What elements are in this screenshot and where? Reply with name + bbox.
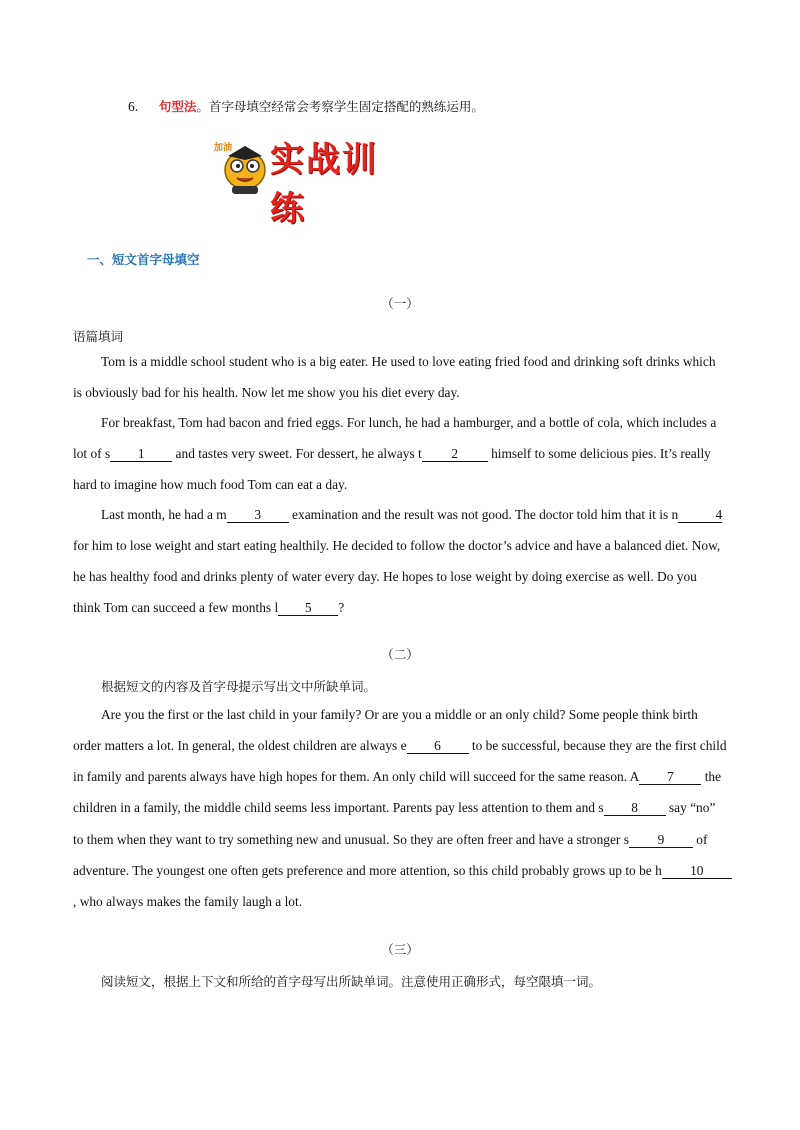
text-segment: ?: [338, 600, 345, 615]
text-segment: himself to some delicious pies. It’s really: [487, 446, 711, 461]
text-segment: to be successful, because they are the first child: [468, 738, 727, 753]
blank-7[interactable]: 7: [639, 770, 701, 785]
part-label-2: （二）: [381, 647, 419, 662]
text-segment: and tastes very sweet. For dessert, he always t: [172, 446, 422, 461]
p2-line-3: [73, 769, 721, 785]
section-heading: 一、短文首字母填空: [87, 252, 200, 267]
p2-line-6: [73, 863, 732, 879]
banner-title: 实战训练: [270, 140, 378, 229]
p2-line-4: [73, 800, 715, 816]
p1-line-7: for him to lose weight and start eating healthily. He decided to follow the doctor’s advice and have a balanced diet. Now,: [73, 538, 721, 553]
p1-line-8: he has healthy food and drinks plenty of water every day. He hopes to lose weight by doing exercise as well. Do you: [73, 569, 697, 584]
blank-9[interactable]: 9: [629, 833, 693, 848]
text-segment: examination and the result was not good. The doctor told him that it is n: [288, 507, 679, 522]
blank-3[interactable]: 3: [227, 508, 289, 523]
text-segment: to them when they want to try something new and unusual. So they are often freer and have a stronger s: [73, 832, 629, 847]
text-segment: say “no”: [665, 800, 716, 815]
blank-4[interactable]: 4: [678, 508, 722, 523]
text-segment: adventure. The youngest one often gets preference and more attention, so this child probably grows up to be h: [73, 863, 662, 878]
item-number: 6.: [128, 99, 139, 114]
p1-line-4: [73, 446, 711, 462]
part2-instruction: 根据短文的内容及首字母提示写出文中所缺单词。: [101, 679, 377, 694]
p1-line-3: For breakfast, Tom had bacon and fried eggs. For lunch, he had a hamburger, and a bottle of cola, which includes a: [101, 415, 717, 430]
p1-line-6: [101, 507, 722, 523]
blank-6[interactable]: 6: [407, 739, 469, 754]
text-segment: Last month, he had a m: [101, 507, 227, 522]
part1-subtitle: 语篇填词: [73, 329, 124, 344]
p1-line-2: is obviously bad for his health. Now let me show you his diet every day.: [73, 385, 460, 400]
item-text: 。首字母填空经常会考察学生固定搭配的熟练运用。: [196, 99, 484, 114]
p1-line-9: [73, 600, 344, 616]
p1-line-1: Tom is a middle school student who is a big eater. He used to love eating fried food and drinking soft drinks which: [101, 354, 716, 369]
practice-banner: [210, 128, 410, 229]
blank-2[interactable]: 2: [422, 447, 488, 462]
text-segment: lot of s: [73, 446, 111, 461]
text-segment: of: [692, 832, 708, 847]
blank-10[interactable]: 10: [662, 864, 732, 879]
blank-8[interactable]: 8: [604, 801, 666, 816]
part-label-1: （一）: [381, 296, 419, 311]
blank-5[interactable]: 5: [278, 601, 338, 616]
p2-line-2: [73, 738, 727, 754]
p1-line-5: hard to imagine how much food Tom can eat a day.: [73, 477, 348, 492]
text-segment: the: [701, 769, 722, 784]
text-segment: children in a family, the middle child seems less important. Parents pay less attention to them and s: [73, 800, 604, 815]
blank-1[interactable]: 1: [110, 447, 172, 462]
text-segment: in family and parents always have high hopes for them. An only child will succeed for the same reason. A: [73, 769, 640, 784]
p2-line-1: Are you the first or the last child in your family? Or are you a middle or an only child? Some people think birth: [101, 707, 698, 722]
part-label-3: （三）: [381, 942, 419, 957]
list-item-6: [128, 98, 484, 116]
svg-text:加油: 加油: [214, 143, 233, 153]
item-bold-label: 句型法: [158, 99, 197, 114]
p2-line-7: , who always makes the family laugh a lot.: [73, 894, 303, 909]
text-segment: order matters a lot. In general, the oldest children are always e: [73, 738, 407, 753]
p2-line-5: [73, 832, 707, 848]
part3-instruction: 阅读短文，根据上下文和所给的首字母写出所缺单词。注意使用正确形式，每空限填一词。: [101, 974, 602, 989]
text-segment: think Tom can succeed a few months l: [73, 600, 279, 615]
